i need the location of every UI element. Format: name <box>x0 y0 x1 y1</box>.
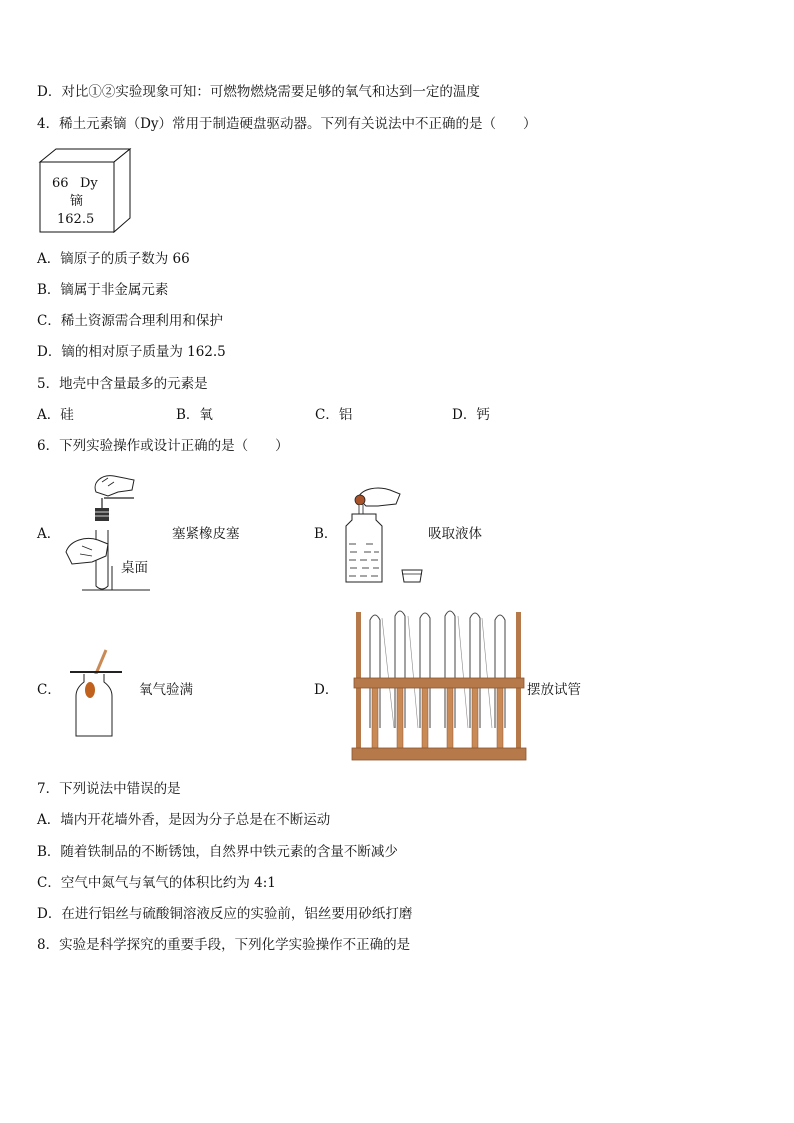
q6-option-d-caption: 摆放试管 <box>527 682 581 698</box>
q5-option-a: A．硅 <box>37 407 74 423</box>
q7-option-d: D．在进行铝丝与硫酸铜溶液反应的实验前，铝丝要用砂纸打磨 <box>37 906 413 922</box>
question-6-stem: 6．下列实验操作或设计正确的是（ ） <box>37 438 289 454</box>
q5-option-c: C．铝 <box>315 407 353 423</box>
q4-option-a: A．镝原子的质子数为 66 <box>37 251 190 267</box>
prev-option-d: D．对比①②实验现象可知：可燃物燃烧需要足够的氧气和达到一定的温度 <box>37 84 480 100</box>
dropper-illustration <box>338 486 428 586</box>
question-4-stem: 4．稀土元素镝（Dy）常用于制造硬盘驱动器。下列有关说法中不正确的是（ ） <box>37 116 537 132</box>
q5-option-b: B．氧 <box>176 407 213 423</box>
question-5-stem: 5．地壳中含量最多的元素是 <box>37 376 208 392</box>
q6-option-b-caption: 吸取液体 <box>428 526 482 542</box>
q6-option-c-letter: C． <box>37 682 61 698</box>
q7-option-b: B．随着铁制品的不断锈蚀，自然界中铁元素的含量不断减少 <box>37 844 398 860</box>
element-name: 镝 <box>70 194 84 209</box>
q7-option-c: C．空气中氮气与氧气的体积比约为 4:1 <box>37 875 276 891</box>
q4-option-d: D．镝的相对原子质量为 162.5 <box>37 344 226 360</box>
q6-option-a-letter: A． <box>37 526 61 542</box>
element-atomic-number: 66 <box>52 176 69 191</box>
q6-option-c-caption: 氧气验满 <box>139 682 193 698</box>
q6-option-a-desk-label: 桌面 <box>121 560 148 576</box>
oxygen-test-illustration <box>66 648 126 738</box>
q4-option-c: C．稀土资源需合理利用和保护 <box>37 313 223 329</box>
q7-option-a: A．墙内开花墙外香，是因为分子总是在不断运动 <box>37 812 331 828</box>
question-8-stem: 8．实验是科学探究的重要手段，下列化学实验操作不正确的是 <box>37 937 411 953</box>
q4-option-b: B．镝属于非金属元素 <box>37 282 169 298</box>
q6-option-a-caption: 塞紧橡皮塞 <box>172 526 240 542</box>
test-tube-rack-illustration <box>350 608 530 763</box>
element-mass: 162.5 <box>57 212 95 227</box>
q6-option-d-letter: D． <box>314 682 339 698</box>
q6-option-b-letter: B． <box>314 526 338 542</box>
question-7-stem: 7．下列说法中错误的是 <box>37 781 181 797</box>
element-symbol: Dy <box>80 176 98 191</box>
q5-option-d: D．钙 <box>452 407 490 423</box>
